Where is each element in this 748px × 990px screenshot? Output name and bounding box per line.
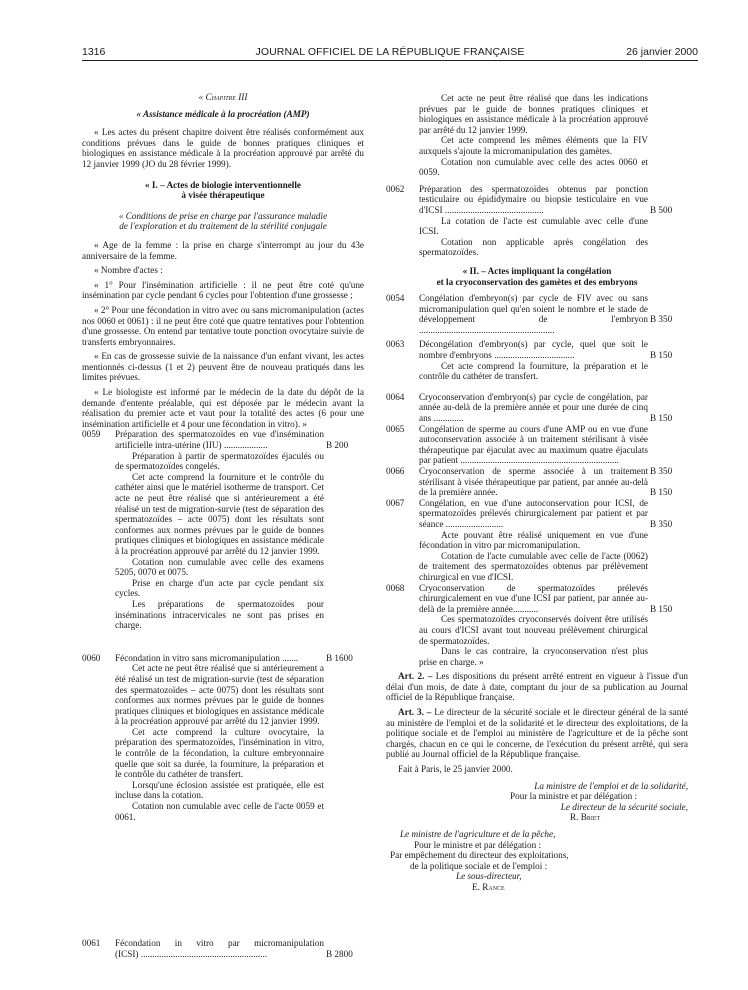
act-0063 <box>386 339 688 381</box>
act-note: Cet acte comprend la fourniture et le contrôle du cathéter ainsi que le matériel isotherme de transport. Cet acte ne peut être réalisé que si antérieurement a été réalisé un test de migration-survie (test de séparation des spermatozoïdes – acte 0075) dont les résultats sont conformes aux normes prévues par le guide de bonnes pratiques cliniques et biologiques en assistance médicale à la procréation approuvé par arrêté du 12 janvier 1999. <box>115 471 324 556</box>
icsi-note: Cotation non cumulable avec celle des actes 0060 et 0059. <box>419 156 648 178</box>
conditions-heading-a: « Conditions de prise en charge par l'assurance maladie <box>118 210 328 221</box>
sig2-empechement: Par empêchement du directeur des exploitations, <box>390 850 569 861</box>
act-note: Cet acte comprend la culture ovocytaire, la préparation des spermatozoïdes, l'insémination in vitro, le contrôle de la fécondation, la culture embryonnaire quelle que soit sa durée, la fourniture, la préparation et le contrôle du cathéter de transfert. <box>115 726 324 780</box>
act-note: Lorsqu'une éclosion assistée est pratiquée, elle est incluse dans la cotation. <box>115 779 324 801</box>
para-fiv: « 2° Pour une fécondation in vitro avec ou sans micromanipulation (actes nos 0060 et 0061) : il ne peut être coté que quatre tentatives pour l'obtention d'une grossesse. On entend par tentative toute ponction ovocytaire suivie de transferts embryonnaires. <box>82 304 364 347</box>
act-0067 <box>386 498 688 583</box>
act-0054 <box>386 293 688 335</box>
act-0066 <box>386 466 688 498</box>
act-code: 0062 <box>386 183 405 194</box>
act-description: Cryoconservation d'embryon(s) par cycle de congélation, par année au-delà de la première année et pour une durée de cinq ans ............. <box>419 391 648 424</box>
page-header <box>82 46 698 60</box>
act-note: La cotation de l'acte est cumulable avec celle d'une ICSI. <box>419 215 648 237</box>
act-code: 0061 <box>82 938 101 948</box>
para-nombre: « Nombre d'actes : <box>94 265 163 276</box>
left-column <box>82 92 364 822</box>
chapter-heading: « Chapitre III <box>198 92 248 102</box>
act-note: Cet acte comprend la fourniture, la préparation et le contrôle du cathéter de transfert. <box>419 360 648 382</box>
act-0060 <box>82 653 364 823</box>
header-rule <box>82 60 698 61</box>
article-2 <box>386 671 688 703</box>
act-note: Cotation de l'acte cumulable avec celle de l'acte (0062) de traitement des spermatozoïdes obtenus par prélèvement chirurgical en vue d'ICSI. <box>419 550 648 582</box>
act-code: 0059 <box>82 429 101 440</box>
act-price: B 150 <box>650 413 673 424</box>
section-heading-1b: à visée thérapeutique <box>181 190 265 201</box>
act-note: Cotation non applicable après congélation des spermatozoïdes. <box>419 236 648 258</box>
act-price: B 2800 <box>326 948 353 959</box>
act-code: 0060 <box>82 652 101 663</box>
act-code: 0065 <box>386 423 405 434</box>
act-description: Congélation, en vue d'une autoconservation pour ICSI, de spermatozoïdes prélevés chirurgicalement par patient et par séance ......................... <box>419 497 648 529</box>
section-heading-1a: « I. – Actes de biologie interventionnelle <box>145 179 301 190</box>
act-note: Acte pouvant être réalisé uniquement en vue d'une fécondation in vitro par micromanipulation. <box>419 529 648 551</box>
act-description: Fécondation in vitro sans micromanipulation ....... <box>115 652 299 663</box>
act-description: Cryoconservation de spermatozoïdes prélevés chirurgicalement en vue d'une ICSI par patient, par année au-delà de la première année........... <box>419 582 648 614</box>
act-code: 0066 <box>386 466 405 476</box>
page-number: 1316 <box>82 46 106 58</box>
sig2-minister: Le ministre de l'agriculture et de la pêche, <box>400 829 556 839</box>
act-description: Congélation de sperme au cours d'une AMP ou en vue d'une autoconservation associée à un traitement stérilisant à visée thérapeutique par éjaculat avec au maximum quatre éjaculats par patient ..................................................................... <box>419 423 648 466</box>
act-price: B 200 <box>326 440 349 451</box>
signature-block-2 <box>386 829 688 893</box>
act-price: B 150 <box>650 487 673 498</box>
act-description: Cryoconservation de sperme associée à un traitement stérilisant à visée thérapeutique par patient, par année au-delà de la première année. <box>419 466 648 498</box>
article-2-text: Les dispositions du présent arrêté entrent en vigueur à l'issue d'un délai d'un mois, de date à date, comptant du jour de sa publication au Journal officiel de la République française. <box>386 671 689 703</box>
act-note: Prise en charge d'un acte par cycle pendant six cycles. <box>115 577 324 599</box>
act-price: B 1600 <box>326 652 353 663</box>
act-price: B 350 <box>650 518 673 529</box>
article-3 <box>386 707 688 760</box>
journal-title: JOURNAL OFFICIEL DE LA RÉPUBLIQUE FRANÇAISE <box>255 46 525 58</box>
article-2-label: Art. 2. – <box>398 671 433 682</box>
sig1-minister: La ministre de l'emploi et de la solidarité, <box>534 780 688 791</box>
sig2-direction: de la politique sociale et de l'emploi : <box>410 860 548 871</box>
act-description-line2: (ICSI) ....................................................... <box>115 948 268 959</box>
act-note: Préparation à partir de spermatozoïdes éjaculés ou de spermatozoïdes congelés. <box>115 450 324 472</box>
chapter-intro: « Les actes du présent chapitre doivent être réalisés conformément aux conditions prévues dans le guide de bonnes pratiques cliniques et biologiques en assistance médicale à la procréation approuvé par arrêté du 12 janvier 1999 (JO du 28 février 1999). <box>82 127 364 169</box>
chapter-title: « Assistance médicale à la procréation (AMP) <box>136 108 310 119</box>
act-description: Décongélation d'embryon(s) par cycle, quel que soit le nombre d'embryons ................................... <box>419 339 648 361</box>
act-price: B 350 <box>650 466 673 477</box>
act-description-line1: Fécondation in vitro par micromanipulation <box>115 938 324 948</box>
act-code: 0064 <box>386 391 405 402</box>
act-0064 <box>386 392 688 424</box>
act-0061 <box>82 938 364 959</box>
icsi-note: Cet acte comprend les mêmes éléments que la FIV auxquels s'ajoute la micromanipulation des gamètes. <box>419 135 648 156</box>
act-note: Dans le cas contraire, la cryoconservation n'est plus prise en charge. » <box>419 646 648 667</box>
article-3-label: Art. 3. – <box>398 707 432 718</box>
fait-a-paris: Fait à Paris, le 25 janvier 2000. <box>398 764 513 775</box>
signature-block-1 <box>386 781 688 823</box>
right-column <box>386 93 688 893</box>
act-0059 <box>82 429 364 630</box>
para-biologiste: « Le biologiste est informé par le médecin de la date du dépôt de la demande d'entente préalable, qui est déposée par le médecin avant la réalisation du premier acte et vaut pour la totalité des actes (6 pour une insémination artificielle et 4 pour une fécondation in vitro). » <box>82 387 364 429</box>
sig2-title: Le sous-directeur, <box>456 871 522 882</box>
act-price: B 350 <box>650 314 673 325</box>
act-code: 0063 <box>386 339 405 350</box>
section-heading-2a: « II. – Actes impliquant la congélation <box>462 265 612 276</box>
act-price: B 150 <box>650 603 673 614</box>
para-age: « Age de la femme : la prise en charge s'interrompt au jour du 43e anniversaire de la femme. <box>82 239 364 261</box>
act-note: Ces spermatozoïdes cryoconservés doivent être utilisés au cours d'ICSI avant tout nouveau prélèvement chirurgical de spermatozoïdes. <box>419 614 648 646</box>
conditions-heading-b: de l'exploration et du traitement de la stérilité conjugale <box>119 221 327 232</box>
act-price: B 500 <box>650 204 673 215</box>
act-note: Les préparations de spermatozoïdes pour inséminations intracervicales ne sont pas prises en charge. <box>115 598 324 631</box>
act-code: 0054 <box>386 293 405 304</box>
act-note: Cotation non cumulable avec celle de l'acte 0059 et 0061. <box>115 801 324 822</box>
act-description: Préparation des spermatozoïdes obtenus par ponction testiculaire ou épididymaire ou biopsie testiculaire en vue d'ICSI ........................................... <box>419 183 648 215</box>
sig1-delegation: Pour la ministre et par délégation : <box>510 791 638 802</box>
act-description: Préparation des spermatozoïdes en vue d'insémination artificielle intra-utérine (IIU) ................... <box>115 429 324 451</box>
act-note: Cet acte ne peut être réalisé que si antérieurement a été réalisé un test de migration-survie (test de séparation des spermatozoïdes – acte 0075) dont les résultats sont conformes aux normes prévues par le guide de bonnes pratiques cliniques et biologiques en assistance médicale à la procréation approuvé par arrêté du 12 janvier 1999. <box>115 663 324 727</box>
act-code: 0068 <box>386 582 405 593</box>
act-note: Cotation non cumulable avec celle des examens 5205, 0070 et 0075. <box>115 556 324 578</box>
icsi-note: Cet acte ne peut être réalisé que dans les indications prévues par le guide de bonnes pratiques cliniques et biologiques en assistance médicale à la procréation approuvé par arrêté du 12 janvier 1999. <box>419 93 648 135</box>
issue-date: 26 janvier 2000 <box>626 46 698 58</box>
section-heading-2b: et la cryoconservation des gamètes et des embryons <box>436 276 638 287</box>
act-price: B 150 <box>650 350 673 361</box>
sig1-name: R. Briet <box>570 812 601 823</box>
article-3-text: Le directeur de la sécurité sociale et le directeur général de la santé au ministère de l'emploi et de la solidarité et le directeur des exploitations, de la politique sociale et de l'emploi au ministère de l'agriculture et de la pêche sont chargés, chacun en ce qui le concerne, de l'exécution du présent arrêté, qui sera publié au Journal officiel de la République française. <box>386 707 688 760</box>
act-0068 <box>386 583 688 668</box>
sig1-director: Le directeur de la sécurité sociale, <box>560 801 688 812</box>
act-0062 <box>386 184 688 258</box>
para-insemination: « 1° Pour l'insémination artificielle : il ne peut être coté qu'une insémination par cycle pendant 6 cycles pour l'obtention d'une grossesse ; <box>82 279 364 301</box>
para-grossesse: « En cas de grossesse suivie de la naissance d'un enfant vivant, les actes mentionnés ci-dessus (1 et 2) peuvent être de nouveau pratiqués dans les limites prévues. <box>82 351 364 383</box>
sig2-name: E. Rance <box>472 881 505 892</box>
act-code: 0067 <box>386 497 405 508</box>
sig2-delegation: Pour le ministre et par délégation : <box>414 839 542 850</box>
act-description: Congélation d'embryon(s) par cycle de FIV avec ou sans micromanipulation quel qu'en soient le nombre et le stade de développement de l'embryon ........................................................... <box>419 293 648 335</box>
